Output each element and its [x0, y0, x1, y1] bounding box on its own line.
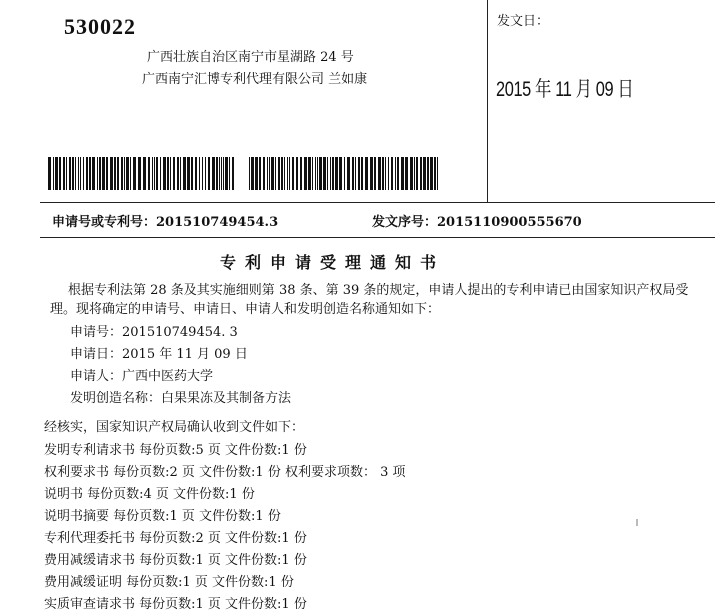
barcode-bar	[292, 157, 294, 190]
barcode-bar	[416, 157, 418, 190]
barcode-bar	[374, 157, 376, 190]
barcode-bar	[152, 157, 153, 190]
barcode-bar	[287, 157, 288, 190]
barcode-bar	[124, 157, 125, 190]
barcode-bar	[212, 157, 215, 190]
barcode-bar	[53, 157, 54, 190]
barcode-bar	[225, 157, 228, 190]
barcode-bar	[167, 157, 169, 190]
barcode-bar	[63, 157, 65, 190]
barcode-bar	[251, 157, 254, 190]
barcode-bar	[323, 157, 326, 190]
barcode-right	[249, 157, 441, 190]
barcode-bar	[271, 157, 274, 190]
barcode-bar	[312, 157, 313, 190]
barcode-bar	[78, 157, 79, 190]
barcode-bar	[195, 157, 197, 190]
barcode-bar	[263, 157, 265, 190]
barcode-bar	[148, 157, 150, 190]
barcode-bar	[361, 157, 363, 190]
application-number: 申请号或专利号：201510749454.3	[52, 215, 279, 230]
barcode-bar	[385, 157, 386, 190]
barcode-bar	[221, 157, 222, 190]
barcode-bar	[69, 157, 71, 190]
barcode-bar	[327, 157, 328, 190]
barcode-bar	[281, 157, 283, 190]
barcode-bar	[156, 157, 158, 190]
barcode-bar	[89, 157, 91, 190]
barcode-bar	[420, 157, 422, 190]
barcode-bar	[199, 157, 200, 190]
barcode-bar	[208, 157, 210, 190]
barcode-bar	[430, 157, 433, 190]
barcode-bar	[315, 157, 316, 190]
barcode-bar	[401, 157, 404, 190]
barcode-bar	[410, 157, 413, 190]
barcode-bar	[86, 157, 88, 190]
received-documents-heading: 经核实，国家知识产权局确认收到文件如下：	[44, 420, 305, 435]
barcode-bar	[72, 157, 74, 190]
barcode-bar	[173, 157, 175, 190]
document-item: 实质审查请求书 每份页数:1 页 文件份数:1 份	[44, 597, 307, 612]
barcode-bar	[267, 157, 268, 190]
barcode-bar	[170, 157, 171, 190]
barcode-bar	[126, 157, 129, 190]
barcode-bar	[427, 157, 429, 190]
barcode-bar	[284, 157, 285, 190]
field-applicant: 申请人：广西中医药大学	[70, 369, 214, 384]
document-item: 专利代理委托书 每份页数:2 页 文件份数:1 份	[44, 531, 307, 546]
barcode-bar	[275, 157, 276, 190]
postal-code: 530022	[64, 14, 136, 39]
barcode-bar	[163, 157, 166, 190]
barcode-bar	[55, 157, 58, 190]
barcode-bar	[437, 157, 438, 190]
header-rule	[40, 202, 715, 203]
barcode-bar	[205, 157, 206, 190]
barcode-bar	[332, 157, 334, 190]
barcode-bar	[121, 157, 123, 190]
barcode-bar	[59, 157, 61, 190]
barcode-bar	[130, 157, 131, 190]
barcode-bar	[382, 157, 384, 190]
barcode-bar	[365, 157, 368, 190]
document-item: 权利要求书 每份页数:2 页 文件份数:1 份 权利要求项数： 3 项	[44, 465, 406, 480]
barcode-bar	[92, 157, 95, 190]
document-item: 费用减缓请求书 每份页数:1 页 文件份数:1 份	[44, 553, 307, 568]
barcode-bar	[99, 157, 101, 190]
send-date-value: 2015 年 11 月 09 日	[496, 78, 634, 101]
barcode-bar	[177, 157, 179, 190]
document-item: 发明专利请求书 每份页数:5 页 文件份数:1 份	[44, 443, 307, 458]
barcode-bar	[133, 157, 136, 190]
barcode-bar	[232, 157, 234, 190]
barcode-bar	[187, 157, 190, 190]
barcode-bar	[278, 157, 280, 190]
barcode-bar	[355, 157, 356, 190]
barcode-bar	[259, 157, 261, 190]
barcode-bar	[335, 157, 338, 190]
barcode-bar	[358, 157, 360, 190]
barcode-bar	[300, 157, 302, 190]
barcode-bar	[347, 157, 350, 190]
barcode-bar	[269, 157, 270, 190]
barcode-bar	[106, 157, 108, 190]
dispatch-serial-number: 发文序号：2015110900555670	[372, 215, 582, 230]
header-divider-vertical	[487, 0, 488, 202]
barcode-bar	[180, 157, 181, 190]
barcode-bar	[397, 157, 399, 190]
barcode-bar	[83, 157, 84, 190]
barcode-bar	[114, 157, 116, 190]
notice-intro-paragraph: 根据专利法第 28 条及其实施细则第 38 条、第 39 条的规定，申请人提出的专利申请已由国家知识产权局受理。现将确定的申请号、申请日、申请人和发明创造名称通知如下：	[50, 283, 689, 317]
barcode-bar	[183, 157, 186, 190]
barcode-bar	[289, 157, 290, 190]
barcode-bar	[414, 157, 415, 190]
barcode-bar	[344, 157, 345, 190]
barcode-bar	[66, 157, 67, 190]
field-invention-title: 发明创造名称：白果果冻及其制备方法	[70, 391, 292, 406]
field-filing-date: 申请日：2015 年 11 月 09 日	[70, 347, 248, 362]
recipient-agency: 广西南宁汇博专利代理有限公司 兰如康	[142, 72, 368, 87]
barcode-bar	[317, 157, 318, 190]
barcode-bar	[143, 157, 146, 190]
barcode-bar	[352, 157, 354, 190]
ids-rule	[40, 237, 715, 238]
barcode-bar	[138, 157, 141, 190]
barcode-bar	[75, 157, 76, 190]
barcode-bar	[370, 157, 373, 190]
barcode-bar	[405, 157, 408, 190]
barcode-bar	[391, 157, 393, 190]
document-item: 说明书摘要 每份页数:1 页 文件份数:1 份	[44, 509, 281, 524]
barcode-bar	[219, 157, 220, 190]
barcode-bar	[110, 157, 113, 190]
barcode-bar	[80, 157, 81, 190]
document-item: 费用减缓证明 每份页数:1 页 文件份数:1 份	[44, 575, 294, 590]
barcode-bar	[160, 157, 161, 190]
field-application-number: 申请号：201510749454. 3	[70, 325, 238, 340]
barcode-bar	[378, 157, 381, 190]
barcode-bar	[202, 157, 203, 190]
barcode-bar	[308, 157, 311, 190]
barcode-bar	[223, 157, 224, 190]
scan-mark	[636, 519, 638, 526]
barcode-bar	[296, 157, 298, 190]
barcode-bar	[117, 157, 119, 190]
barcode-bar	[102, 157, 105, 190]
barcode-bar	[249, 157, 250, 190]
barcode-left	[48, 157, 236, 190]
recipient-address: 广西壮族自治区南宁市星湖路 24 号	[147, 50, 354, 65]
barcode-bar	[191, 157, 193, 190]
send-date-label: 发文日：	[497, 14, 550, 29]
notice-title: 专利申请受理通知书	[220, 253, 446, 272]
barcode-bar	[304, 157, 307, 190]
barcode-bar	[395, 157, 396, 190]
barcode-bar	[255, 157, 258, 190]
barcode-bar	[330, 157, 331, 190]
barcode-bar	[388, 157, 389, 190]
barcode-bar	[339, 157, 342, 190]
barcode-bar	[216, 157, 218, 190]
barcode-bar	[97, 157, 98, 190]
barcode-bar	[319, 157, 322, 190]
barcode-bar	[229, 157, 230, 190]
barcode-bar	[434, 157, 436, 190]
barcode-bar	[48, 157, 51, 190]
barcode-bar	[154, 157, 155, 190]
barcode-bar	[423, 157, 426, 190]
document-item: 说明书 每份页数:4 页 文件份数:1 份	[44, 487, 255, 502]
